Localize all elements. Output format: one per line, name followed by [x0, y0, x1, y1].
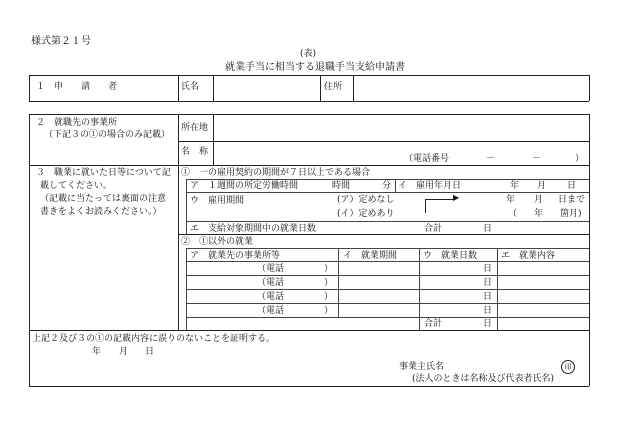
case1-title: ① 一の雇用契約の期間が７日以上である場合: [181, 168, 371, 178]
day-unit: 日: [145, 347, 155, 357]
rule: [338, 248, 339, 317]
rule: [186, 261, 589, 262]
months-unit: 箇月): [560, 209, 582, 219]
rule: [320, 75, 321, 101]
row-phone-label: （電話: [257, 306, 285, 316]
rule: [186, 303, 589, 304]
rule: [395, 179, 396, 192]
fixed-term-option[interactable]: (イ）定めあり: [337, 209, 395, 219]
minutes-unit: 分: [382, 181, 392, 191]
work-section-label: 載してください。: [40, 181, 113, 191]
row-phone-close: ）: [324, 306, 334, 316]
work-days-label: エ 支給対象期間中の就業日数: [190, 224, 317, 234]
row-phone-label: （電話: [257, 278, 285, 288]
row-phone-label: （電話: [257, 292, 285, 302]
arrow-line: [425, 199, 455, 200]
company-name-field[interactable]: [218, 145, 398, 157]
employment-period-label: ウ 雇用期間: [190, 196, 245, 206]
total-label: 合計: [424, 224, 443, 234]
rule: [29, 386, 589, 387]
rule: [29, 75, 589, 76]
rule: [186, 289, 589, 290]
rule: [29, 101, 589, 102]
rule: [178, 234, 589, 235]
arrow-head-icon: ▶: [453, 193, 460, 202]
name-label: 氏名: [181, 82, 200, 92]
rule: [178, 75, 179, 101]
rule: [186, 221, 589, 222]
rule: [178, 114, 179, 165]
rule: [186, 192, 589, 193]
until-day-unit: 日まで: [558, 195, 586, 205]
certification-statement: 上記２及び３の①の記載内容に誤りのないことを証明する。: [32, 334, 276, 344]
address-label: 住所: [324, 82, 343, 92]
row-day-unit: 日: [483, 292, 493, 302]
rule: [29, 75, 30, 101]
rule: [589, 114, 590, 386]
month-unit: 月: [119, 347, 129, 357]
rule: [419, 248, 420, 330]
phone-close: ）: [575, 154, 585, 164]
month-unit: 月: [537, 181, 547, 191]
rule: [29, 114, 589, 115]
total-label: 合計: [424, 319, 443, 329]
rule: [186, 317, 589, 318]
case2-title: ② ①以外の就業: [181, 237, 254, 247]
rule: [213, 114, 214, 165]
rule: [178, 165, 179, 330]
rule: [29, 114, 30, 386]
column-header: イ 就業期間: [343, 251, 398, 261]
row-phone-close: ）: [324, 292, 334, 302]
rule: [29, 165, 589, 166]
rule: [186, 248, 589, 249]
rule: [353, 75, 354, 101]
row-phone-close: ）: [324, 278, 334, 288]
applicant-label: １ 申 請 者: [36, 82, 118, 92]
page-title: 就業手当に相当する退職手当支給申請書: [225, 62, 405, 73]
work-section-label: ３ 職業に就いた日等について記: [36, 168, 171, 178]
rule: [497, 248, 498, 330]
location-label: 所在地: [181, 123, 209, 133]
column-header: ウ 就業日数: [423, 251, 478, 261]
employer-section-label: ２ 就職先の事業所: [36, 118, 118, 128]
hours-unit: 時間: [332, 181, 351, 191]
year-unit: 年: [506, 195, 516, 205]
day-unit: 日: [567, 181, 577, 191]
years-unit: 年: [534, 209, 544, 219]
corporation-note: (法人のときは名称及び代表者氏名): [412, 374, 555, 384]
rule: [213, 75, 214, 101]
no-fixed-term-option[interactable]: (ア）定めなし: [337, 195, 395, 205]
weekly-hours-label: ア １週間の所定労働時間: [190, 181, 299, 191]
phone-label: （電話番号: [404, 154, 450, 164]
day-unit: 日: [483, 224, 493, 234]
hire-date-label: イ 雇用年月日: [398, 181, 462, 191]
rule: [178, 141, 589, 142]
row-phone-close: ）: [324, 264, 334, 274]
work-section-note: 書きをよくお読みください。）: [40, 207, 162, 217]
employer-section-note: （下記３の①の場合のみ記載）: [44, 130, 171, 140]
row-day-unit: 日: [483, 264, 493, 274]
arrow-line: [425, 199, 426, 213]
seal-icon: 印: [561, 360, 575, 374]
location-field[interactable]: [218, 124, 588, 136]
column-header: エ 就業内容: [501, 251, 556, 261]
paren-open: （: [508, 209, 518, 219]
company-name-label: 名 称: [181, 147, 209, 157]
rule: [186, 179, 589, 180]
phone-separator: －: [532, 154, 542, 164]
rule: [29, 330, 589, 331]
form-number: 様式第２１号: [31, 36, 91, 47]
rule: [186, 248, 187, 330]
rule: [589, 75, 590, 101]
side-label: (表): [300, 49, 317, 59]
year-unit: 年: [92, 347, 102, 357]
rule: [186, 275, 589, 276]
phone-separator: －: [486, 154, 496, 164]
row-phone-label: （電話: [257, 264, 285, 274]
row-day-unit: 日: [483, 306, 493, 316]
month-unit: 月: [534, 195, 544, 205]
row-day-unit: 日: [483, 278, 493, 288]
day-unit: 日: [483, 319, 493, 329]
rule: [186, 179, 187, 234]
column-header: ア 就業先の事業所等: [190, 251, 281, 261]
work-section-note: （記載に当たっては裏面の注意: [40, 194, 167, 204]
employer-name-label: 事業主氏名: [399, 362, 445, 372]
year-unit: 年: [510, 181, 520, 191]
